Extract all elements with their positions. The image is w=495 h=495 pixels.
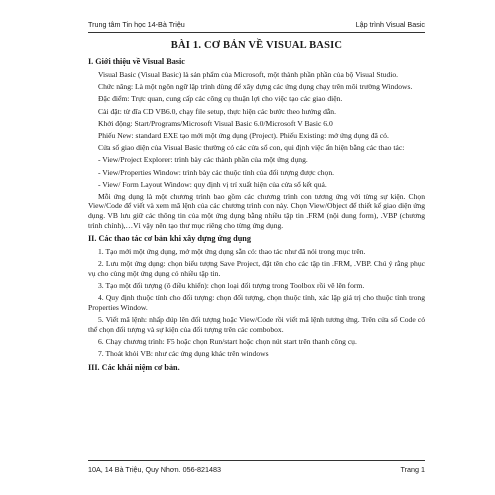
view-bullet-item: - View/Project Explorer: trình bày các thành phần của một ứng dụng. [98, 155, 308, 165]
section-1-paragraph: Khởi động: Start/Programs/Microsoft Visual Basic 6.0/Microsoft V Basic 6.0 [98, 118, 333, 128]
header-right-text: Lập trình Visual Basic [355, 20, 425, 29]
section-1-closing-paragraph: Mỗi ứng dụng là một chương trình bao gồm các chương trình con tương ứng với từng sự kiện. Chọn View/Code để viết và xem mã lệnh của các chương trình con này. Chọn View/Object để thiết kế giao diện ứng dụng. VB lưu giữ các thông tin của một ứng dụng bằng nhiều tập tin .FRM (nội dung form), .VBP (chương trình chính),…Vì vậy nên tạo thư mục riêng cho từng ứng dụng. [88, 191, 425, 230]
section-2-item: 7. Thoát khỏi VB: như các ứng dụng khác trên windows [98, 349, 269, 359]
section-2-heading: II. Các thao tác cơ bản khi xây dựng ứng dụng [88, 234, 251, 244]
view-bullet-item: - View/Properties Window: trình bày các thuộc tính của đối tượng được chọn. [98, 167, 335, 177]
section-2-item: 5. Viết mã lệnh: nhấp đúp lên đối tượng hoặc View/Code rồi viết mã lệnh tương ứng. Trên cửa sổ Code có thể chọn đối tượng và sự kiện của đối tượng trên các combobox. [88, 315, 425, 334]
section-2-item: 3. Tạo một đối tượng (ô điều khiển): chọn loại đối tượng trong Toolbox rồi vẽ lên form. [98, 281, 365, 291]
section-2-item: 6. Chạy chương trình: F5 hoặc chọn Run/start hoặc chọn nút start trên thanh công cụ. [98, 336, 357, 346]
section-1-paragraph: Phiếu New: standard EXE tạo mới một ứng dụng (Project). Phiếu Existing: mở ứng dụng đã có. [98, 130, 389, 140]
footer-page-number: Trang 1 [400, 465, 425, 474]
section-1-paragraph: Cửa sổ giao diện của Visual Basic thường có các cửa sổ con, qui định việc ẩn hiện bằng các thao tác: [98, 143, 405, 153]
section-1-paragraph: Visual Basic (Visual Basic) là sản phẩm của Microsoft, một thành phần phần của bộ Visual Studio. [98, 70, 399, 79]
lesson-title: BÀI 1. CƠ BẢN VỀ VISUAL BASIC [170, 40, 343, 51]
view-bullet-item: - View/ Form Layout Window: quy định vị trí xuất hiện của cửa sổ kết quả. [98, 179, 327, 189]
header-left-text: Trung tâm Tin học 14-Bà Triệu [88, 20, 185, 29]
footer-address: 10A, 14 Bà Triệu, Quy Nhơn. 056-821483 [88, 465, 221, 474]
section-2-item: 4. Quy định thuộc tính cho đối tượng: chọn đối tượng, chọn thuộc tính, xác lập giá trị cho thuộc tính trong Properties Window. [88, 293, 425, 312]
section-1-paragraph: Chức năng: Là một ngôn ngữ lập trình dùng để xây dựng các ứng dụng chạy trên môi trường Windows. [98, 82, 413, 92]
page-footer [88, 460, 425, 476]
section-3-heading: III. Các khái niệm cơ bản. [88, 362, 180, 372]
page-content [88, 34, 425, 376]
page-header [88, 20, 425, 33]
section-2-item: 2. Lưu một ứng dụng: chọn biểu tượng Save Project, đặt tên cho các tập tin .FRM, .VBP. Chú ý rằng phục vụ cho cùng một ứng dụng có nhiều tập tin. [88, 259, 425, 279]
section-1-heading: I. Giới thiệu về Visual Basic [88, 57, 185, 66]
section-2-item: 1. Tạo mới một ứng dụng, mở một ứng dụng sẵn có: thao tác như đã nói trong mục trên. [98, 247, 366, 257]
section-1-paragraph: Đặc điểm: Trực quan, cung cấp các công cụ thuận lợi cho việc tạo các giao diện. [98, 94, 343, 104]
section-1-paragraph: Cài đặt: từ đĩa CD VB6.0, chạy file setup, thực hiện các bước theo hướng dẫn. [98, 106, 336, 116]
